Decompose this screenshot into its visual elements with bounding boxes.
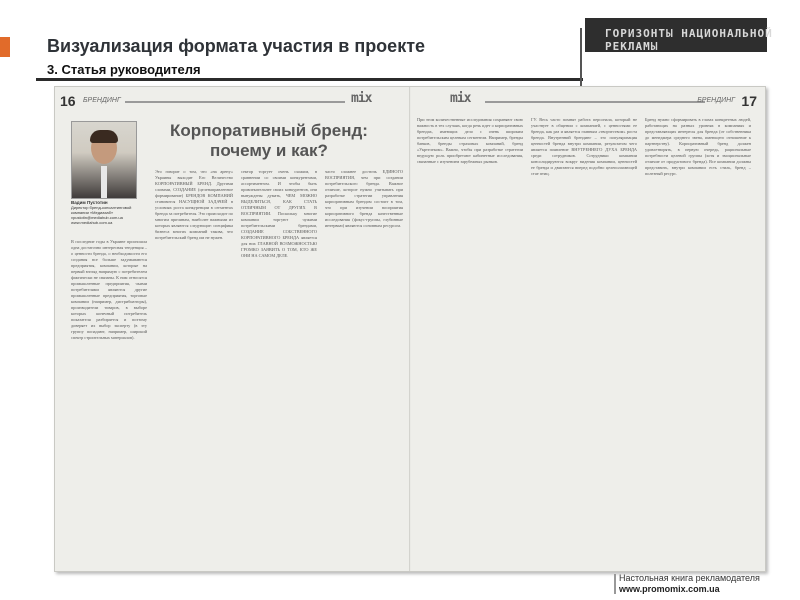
header-vertical-divider bbox=[580, 28, 582, 88]
page-subtitle bbox=[47, 62, 201, 77]
right-page-tag: БРЕНДИНГ bbox=[697, 97, 735, 104]
author-photo-hair bbox=[90, 130, 118, 143]
author-photo bbox=[71, 121, 137, 199]
article-column-7: Бренд нужно сформировать в глазах конкретных людей, работающих на разных уровнях в компаниях и представляющих интересы для бренда (от собственника до менеджера среднего звена, имеющего отношение к партнерству). Корпоративный бренд должен удовлетворять, в первую очередь, рациональные потребности целевой группы (хотя и эмоциональные отличие от продуктового бренда). Все компании должны представить, внутри компании есть стиль, бренд – полезный ресурс. bbox=[645, 117, 751, 176]
article-column-5: При этом количественные исследования сохраняют свою важность в тех случаях, когда речь идет о корпоративных брендах, имеющих дело с очень широким потребительским целевым сегментом. Например, бренды банков, бренды страховых компаний, бренд «Укртелеком». Важно, чтобы при разработке стратегии ведущую роль приобретают кабинетные исследования, связанные с изучением зарубежных рынков. bbox=[417, 117, 523, 164]
author-caption bbox=[71, 200, 143, 225]
mix-logo-left: mix bbox=[351, 91, 372, 106]
accent-bar bbox=[0, 37, 10, 57]
right-page-number: 17 bbox=[741, 93, 757, 109]
article-column-2: Это говорит о том, что «на арену» Украины выходит Его Величество КОРПОРАТИВНЫЙ БРЕНД. Другими словами, СОЗДАНИЕ (целенаправленное формирование) БРЕНДОВ КОМПАНИЙ становится НАСУЩНОЙ ЗАДАЧЕЙ в условиях роста конкуренции в сегментах бренда за потребителя. Это происходит по многим причинам, наиболее важными из которых являются следующие: специфика бизнеса многих компаний такова, что потребительский бренд им не нужен. bbox=[155, 169, 233, 240]
footer-url: www.promomix.com.ua bbox=[619, 584, 720, 594]
article-column-3: сектор торгует очень схожим, в сравнении со своими конкурентами, ассортиментом. И чтобы быть привлекательнее своих конкурентов, они вынуждены думать, ЧЕМ МОЖНО ВЫДЕЛИТЬСЯ, КАК СТАТЬ ОТЛИЧНЫМ ОТ ДРУГИХ В ВОСПРИЯТИИ. Поскольку многие компании торгуют чужими потребительскими брендами, СОЗДАНИЕ СОБСТВЕННОГО КОРПОРАТИВНОГО БРЕНДА является для них ГЛАВНОЙ ВОЗМОЖНОСТЬЮ ГРОМКО ЗАЯВИТЬ О ТОМ, КТО ЖЕ ОНИ НА САМОМ ДЕЛЕ. bbox=[241, 169, 317, 258]
subtitle-text: Статья руководителя bbox=[61, 62, 201, 77]
left-page-tag: БРЕНДИНГ bbox=[83, 97, 121, 104]
footer-rule bbox=[614, 574, 616, 594]
article-column-6: ГУ. Весь часто помнят работа персонала, который не участвует в общении с компанией, с ценностями ее бренда, как раз и является главным «творчеством» роста бренда. Внутренний брендинг – это популяризация ценностей бренда внутри компании, результатом чего является появление ВНУТРЕННЕГО ДУХА БРЕНДА среди сотрудников. Сотрудники компании консолидируются вокруг видения компании, ценностей ее бренда и двигаются вперед подобно целеполагающей стае птиц. bbox=[531, 117, 637, 176]
article-column-1: В последние годы в Украине произошла одна достаточно интересная тенденция – о ценности бренда, о необходимости его создания все больше задумываются предприятия, компании, которые на первый взгляд напрямую с потребителем фактически не связаны. К ним относятся промышленные предприятия, чьими потребителями являются другие промышленные предприятия, торговые компании (например, дистрибьюторы), производители товаров, в выборе которых конечный потребитель показателя разбирается и поэтому доверяет их выбор эксперту (в эту группу попадают, например, широкий спектр строительных материалов). bbox=[71, 239, 147, 340]
article-column-4: часто сложнее достичь ЕДИНОГО ВОСПРИЯТИЯ, чем при создании потребительского бренда. Важное отличие, которое нужно учитывать при разработке стратегии управления корпоративным брендом состоит в том, что при изучении восприятия корпоративного бренда качественные исследования (фокус-группы, глубинные интервью) являются основным ресурсом. bbox=[325, 169, 403, 228]
page-fold bbox=[409, 87, 411, 571]
author-photo-shirt bbox=[101, 166, 107, 198]
magazine-spread bbox=[54, 86, 766, 572]
brand-banner-text: ГОРИЗОНТЫ НАЦИОНАЛЬНОЙ РЕКЛАМЫ bbox=[605, 27, 773, 53]
header-divider bbox=[36, 78, 583, 81]
subtitle-number: 3. bbox=[47, 62, 58, 77]
author-caption-text: Директор бренд-консалтинговой компании «Медиахаб» vpustotin@mediahub.com.ua www.mediahub.com.ua bbox=[71, 205, 132, 225]
author-name: Вадим Пустотин bbox=[71, 200, 108, 205]
footer-book-title: Настольная книга рекламодателя bbox=[619, 573, 760, 583]
left-page-number: 16 bbox=[60, 93, 76, 109]
article-headline: Корпоративный бренд: почему и как? bbox=[170, 121, 368, 160]
left-top-rule bbox=[125, 101, 345, 103]
page-title: Визуализация формата участия в проекте bbox=[47, 36, 426, 56]
right-top-rule bbox=[485, 101, 705, 103]
mix-logo-center: mix bbox=[450, 91, 471, 106]
